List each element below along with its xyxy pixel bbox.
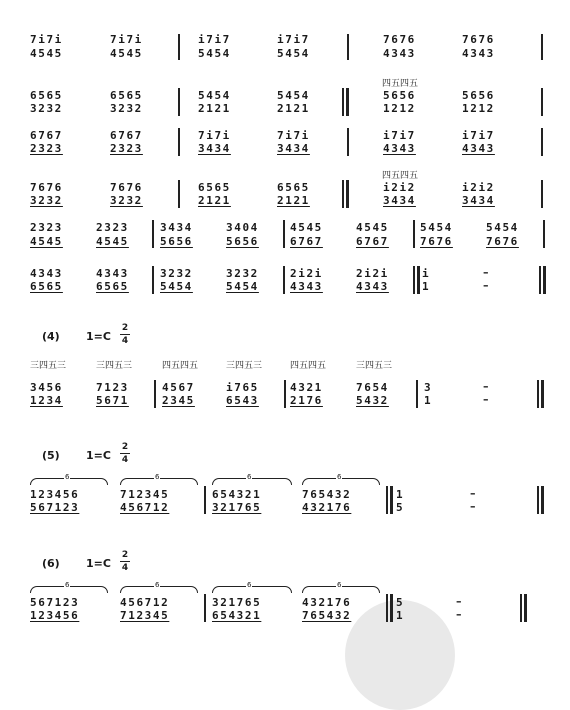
barline [204,594,206,622]
note-group: 2323 [110,142,143,155]
final-barline [543,266,546,294]
dash-mark: – [456,608,462,621]
key-signature: 1=C [86,557,111,570]
note-group: 3232 [30,102,63,115]
tuplet-number: 6 [337,473,342,481]
note-group: 4545 [30,235,63,248]
barline [152,266,154,294]
barline [283,266,285,294]
note-final: 1 [396,488,405,501]
note-group: 321765 [212,596,262,609]
note-group: 3232 [160,267,193,280]
note-group: 1234 [30,394,63,407]
fingering-text: 三四五三 [30,361,67,371]
note-group: 567123 [30,596,80,609]
note-group: 2176 [290,394,323,407]
note-group: 321765 [212,501,262,514]
fingering-text: 三四五三 [356,361,393,371]
note-group: i7i7 [198,33,231,46]
barline [283,220,285,248]
note-group: 2323 [96,221,129,234]
note-group: 5656 [462,89,495,102]
note-group: 3232 [226,267,259,280]
fingering-text: 三四五三 [226,361,263,371]
note-group: 123456 [30,488,80,501]
note-group: 4343 [462,142,495,155]
note-group: 3232 [110,102,143,115]
note-group: 4343 [383,142,416,155]
time-sig-num: 2 [121,323,129,333]
note-group: 567123 [30,501,80,514]
note-group: 6565 [110,89,143,102]
note-group: 4343 [290,280,323,293]
note-final: i [422,267,431,280]
note-group: 5454 [420,221,453,234]
note-group: 7676 [110,181,143,194]
time-sig-den: 4 [121,336,129,346]
section-label: (6) [42,557,60,570]
note-group: 3232 [30,194,63,207]
fingering-text: 四五四五 [382,79,419,89]
note-group: 1212 [462,102,495,115]
barline [386,594,388,622]
dash-mark: – [483,279,489,292]
note-group: 3456 [30,381,63,394]
note-group: 432176 [302,596,352,609]
dash-mark: – [456,595,462,608]
note-group: 3434 [462,194,495,207]
repeat-barline [346,180,349,208]
note-group: 4343 [96,267,129,280]
note-group: 3434 [198,142,231,155]
barline [537,380,539,408]
note-group: 3404 [226,221,259,234]
note-group: 5656 [160,235,193,248]
note-group: i2i2 [462,181,495,194]
note-group: 3434 [277,142,310,155]
note-group: 5454 [198,47,231,60]
time-sig-num: 2 [121,550,129,560]
barline [178,180,180,208]
note-group: 4545 [30,47,63,60]
barline [178,88,180,116]
fingering-text: 四五四五 [382,171,419,181]
note-group: 456712 [120,501,170,514]
note-group: 4343 [462,47,495,60]
note-group: 6565 [30,280,63,293]
note-final: 1 [422,280,431,293]
note-group: 7676 [420,235,453,248]
note-group: 7676 [486,235,519,248]
barline [347,128,349,156]
note-group: 712345 [120,609,170,622]
note-group: 2121 [198,102,231,115]
time-sig-line [120,334,130,335]
note-group: 5454 [226,280,259,293]
tuplet-number: 6 [337,581,342,589]
note-group: i7i7 [383,129,416,142]
note-group: 7654 [356,381,389,394]
note-group: 6565 [30,89,63,102]
barline [386,486,388,514]
barline [416,380,418,408]
note-group: 4545 [110,47,143,60]
note-group: 2121 [277,194,310,207]
section-label: (4) [42,330,60,343]
note-group: i7i7 [462,129,495,142]
note-group: 2i2i [356,267,389,280]
dash-mark: – [470,487,476,500]
note-group: 123456 [30,609,80,622]
repeat-barline [346,88,349,116]
barline [154,380,156,408]
note-group: 456712 [120,596,170,609]
note-group: 5656 [226,235,259,248]
note-group: 7i7i [198,129,231,142]
final-barline [541,486,544,514]
note-group: 5656 [383,89,416,102]
note-group: 4545 [356,221,389,234]
note-group: 6767 [110,129,143,142]
barline [342,180,344,208]
dash-mark: – [483,393,489,406]
barline [541,180,543,208]
note-group: 4545 [290,221,323,234]
note-group: 4343 [383,47,416,60]
key-signature: 1=C [86,449,111,462]
note-group: 6767 [30,129,63,142]
note-group: 4321 [290,381,323,394]
note-final: 5 [396,596,405,609]
time-sig-den: 4 [121,563,129,573]
note-group: 654321 [212,609,262,622]
note-group: 7676 [462,33,495,46]
note-group: 7i7i [277,129,310,142]
note-group: 6543 [226,394,259,407]
note-group: 7i7i [110,33,143,46]
note-group: 2323 [30,221,63,234]
barline [539,266,541,294]
note-group: 5671 [96,394,129,407]
note-group: 6767 [356,235,389,248]
note-group: 4343 [356,280,389,293]
tuplet-number: 6 [247,581,252,589]
note-group: 7676 [383,33,416,46]
final-barline [524,594,527,622]
time-sig-num: 2 [121,442,129,452]
note-group: 5454 [486,221,519,234]
barline [541,88,543,116]
barline [152,220,154,248]
note-group: 2345 [162,394,195,407]
note-group: i765 [226,381,259,394]
note-group: 765432 [302,609,352,622]
barline [284,380,286,408]
note-group: 2i2i [290,267,323,280]
tuplet-number: 6 [155,581,160,589]
note-group: 4545 [96,235,129,248]
barline [347,34,349,60]
note-group: 5454 [198,89,231,102]
final-barline [541,380,544,408]
note-group: 4567 [162,381,195,394]
note-group: 7i7i [30,33,63,46]
note-group: 3434 [383,194,416,207]
repeat-barline [390,486,393,514]
note-group: 1212 [383,102,416,115]
note-group: 6767 [290,235,323,248]
note-group: 712345 [120,488,170,501]
time-sig-den: 4 [121,455,129,465]
note-final: 5 [396,501,405,514]
note-group: 5432 [356,394,389,407]
barline [178,128,180,156]
note-group: 7676 [30,181,63,194]
tuplet-number: 6 [65,473,70,481]
note-final: 1 [396,609,405,622]
barline [342,88,344,116]
note-group: 2121 [277,102,310,115]
note-group: 6565 [96,280,129,293]
barline [178,34,180,60]
note-group: 6565 [277,181,310,194]
note-group: 765432 [302,488,352,501]
barline [541,128,543,156]
note-group: 5454 [160,280,193,293]
note-group: 2323 [30,142,63,155]
dash-mark: – [483,266,489,279]
note-group: 3434 [160,221,193,234]
note-group: 6565 [198,181,231,194]
note-group: 5454 [277,89,310,102]
note-group: i7i7 [277,33,310,46]
section-label: (5) [42,449,60,462]
repeat-barline [390,594,393,622]
fingering-text: 四五四五 [290,361,327,371]
barline [413,220,415,248]
note-group: 654321 [212,488,262,501]
barline [204,486,206,514]
note-group: 3232 [110,194,143,207]
note-group: i2i2 [383,181,416,194]
note-group: 5454 [277,47,310,60]
note-final: 1 [424,394,433,407]
tuplet-number: 6 [65,581,70,589]
time-sig-line [120,453,130,454]
note-group: 4343 [30,267,63,280]
tuplet-number: 6 [247,473,252,481]
note-final: 3 [424,381,433,394]
note-group: 432176 [302,501,352,514]
dash-mark: – [470,500,476,513]
repeat-barline [417,266,420,294]
note-group: 2121 [198,194,231,207]
barline [537,486,539,514]
key-signature: 1=C [86,330,111,343]
note-group: 7123 [96,381,129,394]
fingering-text: 三四五三 [96,361,133,371]
dash-mark: – [483,380,489,393]
barline [520,594,522,622]
barline [543,220,545,248]
fingering-text: 四五四五 [162,361,199,371]
time-sig-line [120,561,130,562]
barline [541,34,543,60]
barline [413,266,415,294]
tuplet-number: 6 [155,473,160,481]
